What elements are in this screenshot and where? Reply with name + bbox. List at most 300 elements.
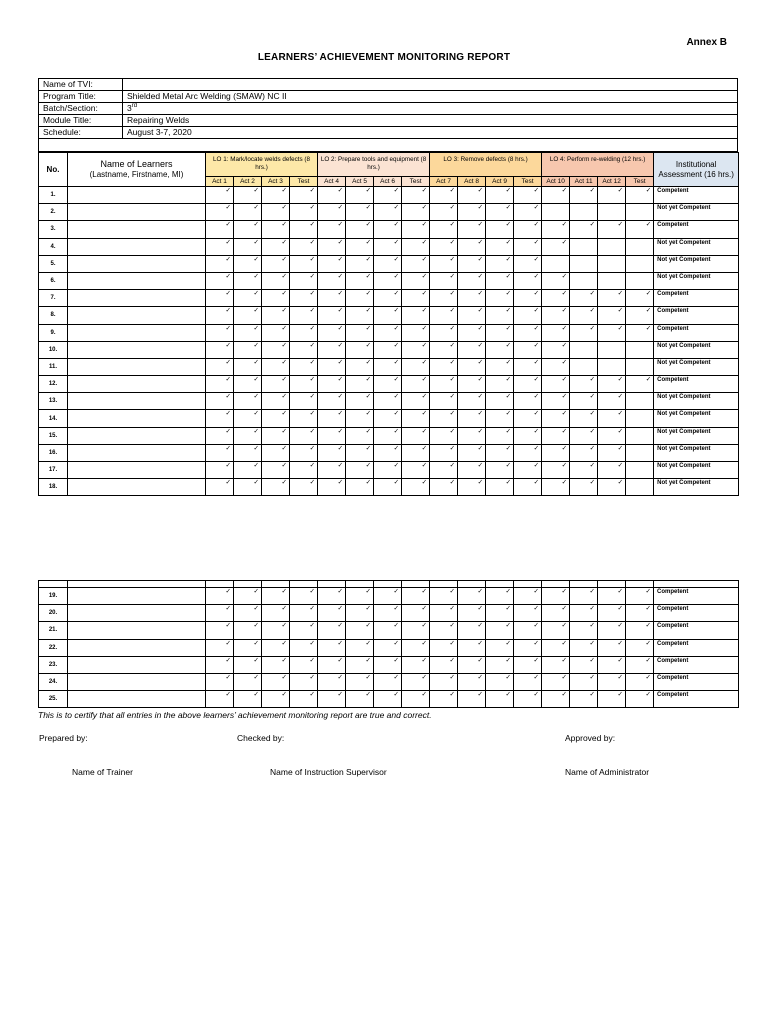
activity-check-cell[interactable]: ✓ <box>570 376 598 393</box>
activity-check-cell[interactable]: ✓ <box>374 221 402 238</box>
activity-check-cell[interactable]: ✓ <box>234 307 262 324</box>
activity-check-cell[interactable]: ✓ <box>318 238 346 255</box>
activity-check-cell[interactable] <box>598 272 626 289</box>
activity-check-cell[interactable]: ✓ <box>542 290 570 307</box>
activity-check-cell[interactable]: ✓ <box>318 272 346 289</box>
activity-check-cell[interactable]: ✓ <box>626 605 654 622</box>
learner-name-cell[interactable] <box>68 358 206 375</box>
activity-check-cell[interactable]: ✓ <box>458 187 486 204</box>
activity-check-cell[interactable]: ✓ <box>626 691 654 708</box>
activity-check-cell[interactable]: ✓ <box>262 238 290 255</box>
activity-check-cell[interactable]: ✓ <box>234 187 262 204</box>
activity-check-cell[interactable]: ✓ <box>430 255 458 272</box>
learner-name-cell[interactable] <box>68 444 206 461</box>
activity-check-cell[interactable] <box>598 341 626 358</box>
activity-check-cell[interactable]: ✓ <box>486 238 514 255</box>
activity-check-cell[interactable]: ✓ <box>514 290 542 307</box>
activity-check-cell[interactable]: ✓ <box>290 324 318 341</box>
activity-check-cell[interactable]: ✓ <box>430 410 458 427</box>
activity-check-cell[interactable]: ✓ <box>234 255 262 272</box>
activity-check-cell[interactable]: ✓ <box>262 358 290 375</box>
activity-check-cell[interactable]: ✓ <box>262 324 290 341</box>
activity-check-cell[interactable]: ✓ <box>206 324 234 341</box>
activity-check-cell[interactable]: ✓ <box>234 376 262 393</box>
activity-check-cell[interactable]: ✓ <box>430 324 458 341</box>
activity-check-cell[interactable]: ✓ <box>458 221 486 238</box>
activity-check-cell[interactable]: ✓ <box>514 376 542 393</box>
activity-check-cell[interactable]: ✓ <box>430 204 458 221</box>
activity-check-cell[interactable]: ✓ <box>430 444 458 461</box>
activity-check-cell[interactable]: ✓ <box>458 656 486 673</box>
activity-check-cell[interactable]: ✓ <box>626 639 654 656</box>
activity-check-cell[interactable]: ✓ <box>626 673 654 690</box>
learner-name-cell[interactable] <box>68 238 206 255</box>
activity-check-cell[interactable]: ✓ <box>486 341 514 358</box>
activity-check-cell[interactable]: ✓ <box>402 588 430 605</box>
learner-name-cell[interactable] <box>68 290 206 307</box>
activity-check-cell[interactable]: ✓ <box>570 221 598 238</box>
activity-check-cell[interactable]: ✓ <box>458 444 486 461</box>
activity-check-cell[interactable]: ✓ <box>542 238 570 255</box>
activity-check-cell[interactable]: ✓ <box>402 444 430 461</box>
activity-check-cell[interactable]: ✓ <box>430 588 458 605</box>
activity-check-cell[interactable]: ✓ <box>374 358 402 375</box>
activity-check-cell[interactable]: ✓ <box>346 324 374 341</box>
activity-check-cell[interactable]: ✓ <box>206 307 234 324</box>
activity-check-cell[interactable]: ✓ <box>234 272 262 289</box>
activity-check-cell[interactable]: ✓ <box>430 691 458 708</box>
activity-check-cell[interactable]: ✓ <box>346 187 374 204</box>
activity-check-cell[interactable]: ✓ <box>346 588 374 605</box>
activity-check-cell[interactable]: ✓ <box>514 656 542 673</box>
activity-check-cell[interactable]: ✓ <box>318 341 346 358</box>
activity-check-cell[interactable]: ✓ <box>514 622 542 639</box>
activity-check-cell[interactable]: ✓ <box>346 673 374 690</box>
activity-check-cell[interactable]: ✓ <box>458 324 486 341</box>
activity-check-cell[interactable]: ✓ <box>290 691 318 708</box>
activity-check-cell[interactable] <box>626 444 654 461</box>
activity-check-cell[interactable]: ✓ <box>374 462 402 479</box>
activity-check-cell[interactable]: ✓ <box>458 358 486 375</box>
activity-check-cell[interactable]: ✓ <box>514 691 542 708</box>
learner-name-cell[interactable] <box>68 639 206 656</box>
activity-check-cell[interactable]: ✓ <box>570 324 598 341</box>
activity-check-cell[interactable] <box>626 341 654 358</box>
activity-check-cell[interactable]: ✓ <box>374 656 402 673</box>
activity-check-cell[interactable]: ✓ <box>598 479 626 496</box>
activity-check-cell[interactable]: ✓ <box>290 673 318 690</box>
activity-check-cell[interactable]: ✓ <box>262 605 290 622</box>
activity-check-cell[interactable]: ✓ <box>234 358 262 375</box>
activity-check-cell[interactable]: ✓ <box>570 639 598 656</box>
activity-check-cell[interactable]: ✓ <box>458 238 486 255</box>
activity-check-cell[interactable]: ✓ <box>290 187 318 204</box>
activity-check-cell[interactable]: ✓ <box>598 393 626 410</box>
activity-check-cell[interactable]: ✓ <box>374 393 402 410</box>
activity-check-cell[interactable]: ✓ <box>542 462 570 479</box>
learner-name-cell[interactable] <box>68 410 206 427</box>
activity-check-cell[interactable]: ✓ <box>542 427 570 444</box>
activity-check-cell[interactable]: ✓ <box>290 639 318 656</box>
learner-name-cell[interactable] <box>68 479 206 496</box>
activity-check-cell[interactable]: ✓ <box>234 204 262 221</box>
activity-check-cell[interactable]: ✓ <box>402 393 430 410</box>
activity-check-cell[interactable]: ✓ <box>262 479 290 496</box>
activity-check-cell[interactable]: ✓ <box>206 691 234 708</box>
activity-check-cell[interactable]: ✓ <box>486 204 514 221</box>
learner-name-cell[interactable] <box>68 393 206 410</box>
activity-check-cell[interactable]: ✓ <box>234 238 262 255</box>
activity-check-cell[interactable] <box>598 255 626 272</box>
activity-check-cell[interactable]: ✓ <box>430 479 458 496</box>
activity-check-cell[interactable]: ✓ <box>374 272 402 289</box>
activity-check-cell[interactable]: ✓ <box>402 272 430 289</box>
activity-check-cell[interactable]: ✓ <box>234 605 262 622</box>
activity-check-cell[interactable]: ✓ <box>570 187 598 204</box>
activity-check-cell[interactable]: ✓ <box>206 622 234 639</box>
activity-check-cell[interactable]: ✓ <box>206 444 234 461</box>
activity-check-cell[interactable]: ✓ <box>430 622 458 639</box>
activity-check-cell[interactable]: ✓ <box>234 341 262 358</box>
activity-check-cell[interactable]: ✓ <box>374 588 402 605</box>
activity-check-cell[interactable]: ✓ <box>598 376 626 393</box>
activity-check-cell[interactable]: ✓ <box>486 307 514 324</box>
activity-check-cell[interactable]: ✓ <box>234 221 262 238</box>
activity-check-cell[interactable]: ✓ <box>346 656 374 673</box>
activity-check-cell[interactable] <box>626 238 654 255</box>
activity-check-cell[interactable]: ✓ <box>318 691 346 708</box>
activity-check-cell[interactable]: ✓ <box>262 462 290 479</box>
activity-check-cell[interactable]: ✓ <box>318 479 346 496</box>
activity-check-cell[interactable]: ✓ <box>570 479 598 496</box>
activity-check-cell[interactable]: ✓ <box>486 444 514 461</box>
activity-check-cell[interactable]: ✓ <box>570 691 598 708</box>
activity-check-cell[interactable]: ✓ <box>290 272 318 289</box>
activity-check-cell[interactable]: ✓ <box>374 639 402 656</box>
activity-check-cell[interactable]: ✓ <box>318 376 346 393</box>
activity-check-cell[interactable]: ✓ <box>598 444 626 461</box>
activity-check-cell[interactable]: ✓ <box>346 358 374 375</box>
activity-check-cell[interactable]: ✓ <box>486 393 514 410</box>
activity-check-cell[interactable]: ✓ <box>458 673 486 690</box>
activity-check-cell[interactable]: ✓ <box>374 255 402 272</box>
activity-check-cell[interactable]: ✓ <box>626 588 654 605</box>
activity-check-cell[interactable]: ✓ <box>234 410 262 427</box>
activity-check-cell[interactable]: ✓ <box>262 410 290 427</box>
activity-check-cell[interactable]: ✓ <box>458 410 486 427</box>
activity-check-cell[interactable]: ✓ <box>206 204 234 221</box>
activity-check-cell[interactable]: ✓ <box>514 479 542 496</box>
activity-check-cell[interactable]: ✓ <box>206 588 234 605</box>
activity-check-cell[interactable]: ✓ <box>374 324 402 341</box>
activity-check-cell[interactable]: ✓ <box>318 605 346 622</box>
activity-check-cell[interactable]: ✓ <box>290 427 318 444</box>
activity-check-cell[interactable]: ✓ <box>486 427 514 444</box>
activity-check-cell[interactable]: ✓ <box>430 238 458 255</box>
activity-check-cell[interactable]: ✓ <box>374 204 402 221</box>
activity-check-cell[interactable]: ✓ <box>402 639 430 656</box>
activity-check-cell[interactable]: ✓ <box>402 462 430 479</box>
activity-check-cell[interactable]: ✓ <box>514 187 542 204</box>
activity-check-cell[interactable]: ✓ <box>486 622 514 639</box>
activity-check-cell[interactable]: ✓ <box>430 673 458 690</box>
activity-check-cell[interactable]: ✓ <box>542 393 570 410</box>
activity-check-cell[interactable]: ✓ <box>402 238 430 255</box>
activity-check-cell[interactable]: ✓ <box>402 691 430 708</box>
activity-check-cell[interactable]: ✓ <box>570 410 598 427</box>
activity-check-cell[interactable]: ✓ <box>626 622 654 639</box>
activity-check-cell[interactable]: ✓ <box>346 462 374 479</box>
activity-check-cell[interactable]: ✓ <box>290 622 318 639</box>
activity-check-cell[interactable]: ✓ <box>346 341 374 358</box>
activity-check-cell[interactable]: ✓ <box>318 204 346 221</box>
activity-check-cell[interactable]: ✓ <box>206 427 234 444</box>
activity-check-cell[interactable]: ✓ <box>402 622 430 639</box>
activity-check-cell[interactable]: ✓ <box>430 393 458 410</box>
activity-check-cell[interactable] <box>626 393 654 410</box>
activity-check-cell[interactable]: ✓ <box>486 272 514 289</box>
activity-check-cell[interactable]: ✓ <box>570 444 598 461</box>
activity-check-cell[interactable]: ✓ <box>598 221 626 238</box>
activity-check-cell[interactable]: ✓ <box>542 479 570 496</box>
activity-check-cell[interactable]: ✓ <box>318 444 346 461</box>
activity-check-cell[interactable]: ✓ <box>486 187 514 204</box>
activity-check-cell[interactable]: ✓ <box>262 272 290 289</box>
activity-check-cell[interactable]: ✓ <box>542 656 570 673</box>
activity-check-cell[interactable] <box>570 255 598 272</box>
activity-check-cell[interactable]: ✓ <box>318 622 346 639</box>
activity-check-cell[interactable]: ✓ <box>430 290 458 307</box>
activity-check-cell[interactable]: ✓ <box>374 341 402 358</box>
activity-check-cell[interactable]: ✓ <box>206 290 234 307</box>
activity-check-cell[interactable]: ✓ <box>570 656 598 673</box>
activity-check-cell[interactable]: ✓ <box>206 479 234 496</box>
activity-check-cell[interactable]: ✓ <box>514 221 542 238</box>
activity-check-cell[interactable]: ✓ <box>458 479 486 496</box>
activity-check-cell[interactable]: ✓ <box>262 656 290 673</box>
activity-check-cell[interactable]: ✓ <box>346 238 374 255</box>
activity-check-cell[interactable]: ✓ <box>542 187 570 204</box>
activity-check-cell[interactable]: ✓ <box>626 221 654 238</box>
activity-check-cell[interactable]: ✓ <box>542 605 570 622</box>
activity-check-cell[interactable]: ✓ <box>318 358 346 375</box>
activity-check-cell[interactable]: ✓ <box>542 444 570 461</box>
activity-check-cell[interactable]: ✓ <box>598 307 626 324</box>
activity-check-cell[interactable]: ✓ <box>402 673 430 690</box>
activity-check-cell[interactable]: ✓ <box>290 255 318 272</box>
activity-check-cell[interactable]: ✓ <box>374 290 402 307</box>
learner-name-cell[interactable] <box>68 462 206 479</box>
activity-check-cell[interactable] <box>570 238 598 255</box>
activity-check-cell[interactable]: ✓ <box>430 462 458 479</box>
activity-check-cell[interactable]: ✓ <box>346 221 374 238</box>
activity-check-cell[interactable]: ✓ <box>598 290 626 307</box>
activity-check-cell[interactable]: ✓ <box>486 479 514 496</box>
activity-check-cell[interactable]: ✓ <box>402 255 430 272</box>
activity-check-cell[interactable] <box>626 358 654 375</box>
activity-check-cell[interactable]: ✓ <box>458 341 486 358</box>
activity-check-cell[interactable]: ✓ <box>458 255 486 272</box>
activity-check-cell[interactable] <box>626 427 654 444</box>
activity-check-cell[interactable]: ✓ <box>458 376 486 393</box>
activity-check-cell[interactable]: ✓ <box>234 393 262 410</box>
activity-check-cell[interactable]: ✓ <box>430 639 458 656</box>
activity-check-cell[interactable]: ✓ <box>206 410 234 427</box>
activity-check-cell[interactable]: ✓ <box>346 444 374 461</box>
activity-check-cell[interactable]: ✓ <box>514 307 542 324</box>
activity-check-cell[interactable]: ✓ <box>514 204 542 221</box>
activity-check-cell[interactable] <box>598 204 626 221</box>
activity-check-cell[interactable]: ✓ <box>598 588 626 605</box>
activity-check-cell[interactable] <box>570 204 598 221</box>
activity-check-cell[interactable]: ✓ <box>402 341 430 358</box>
activity-check-cell[interactable]: ✓ <box>486 410 514 427</box>
learner-name-cell[interactable] <box>68 691 206 708</box>
activity-check-cell[interactable]: ✓ <box>626 290 654 307</box>
activity-check-cell[interactable]: ✓ <box>402 410 430 427</box>
activity-check-cell[interactable]: ✓ <box>402 204 430 221</box>
activity-check-cell[interactable]: ✓ <box>570 393 598 410</box>
activity-check-cell[interactable]: ✓ <box>402 605 430 622</box>
activity-check-cell[interactable]: ✓ <box>402 376 430 393</box>
activity-check-cell[interactable]: ✓ <box>542 691 570 708</box>
activity-check-cell[interactable]: ✓ <box>542 272 570 289</box>
activity-check-cell[interactable]: ✓ <box>346 479 374 496</box>
activity-check-cell[interactable] <box>626 204 654 221</box>
activity-check-cell[interactable]: ✓ <box>262 341 290 358</box>
activity-check-cell[interactable]: ✓ <box>374 427 402 444</box>
activity-check-cell[interactable]: ✓ <box>598 673 626 690</box>
activity-check-cell[interactable]: ✓ <box>542 307 570 324</box>
activity-check-cell[interactable]: ✓ <box>206 255 234 272</box>
activity-check-cell[interactable]: ✓ <box>346 376 374 393</box>
activity-check-cell[interactable] <box>626 479 654 496</box>
activity-check-cell[interactable]: ✓ <box>290 588 318 605</box>
learner-name-cell[interactable] <box>68 673 206 690</box>
activity-check-cell[interactable]: ✓ <box>542 341 570 358</box>
activity-check-cell[interactable] <box>570 358 598 375</box>
activity-check-cell[interactable]: ✓ <box>234 444 262 461</box>
activity-check-cell[interactable]: ✓ <box>486 324 514 341</box>
activity-check-cell[interactable] <box>626 462 654 479</box>
activity-check-cell[interactable]: ✓ <box>318 410 346 427</box>
activity-check-cell[interactable]: ✓ <box>458 605 486 622</box>
learner-name-cell[interactable] <box>68 376 206 393</box>
activity-check-cell[interactable]: ✓ <box>318 255 346 272</box>
activity-check-cell[interactable]: ✓ <box>402 290 430 307</box>
activity-check-cell[interactable]: ✓ <box>458 622 486 639</box>
activity-check-cell[interactable]: ✓ <box>598 605 626 622</box>
activity-check-cell[interactable] <box>570 272 598 289</box>
activity-check-cell[interactable]: ✓ <box>290 290 318 307</box>
activity-check-cell[interactable]: ✓ <box>374 605 402 622</box>
activity-check-cell[interactable]: ✓ <box>542 588 570 605</box>
activity-check-cell[interactable]: ✓ <box>542 622 570 639</box>
activity-check-cell[interactable]: ✓ <box>262 290 290 307</box>
learner-name-cell[interactable] <box>68 341 206 358</box>
activity-check-cell[interactable]: ✓ <box>542 324 570 341</box>
activity-check-cell[interactable]: ✓ <box>570 588 598 605</box>
activity-check-cell[interactable]: ✓ <box>318 290 346 307</box>
activity-check-cell[interactable]: ✓ <box>402 324 430 341</box>
activity-check-cell[interactable]: ✓ <box>374 376 402 393</box>
activity-check-cell[interactable]: ✓ <box>346 639 374 656</box>
activity-check-cell[interactable]: ✓ <box>318 462 346 479</box>
activity-check-cell[interactable]: ✓ <box>402 187 430 204</box>
learner-name-cell[interactable] <box>68 588 206 605</box>
activity-check-cell[interactable]: ✓ <box>346 622 374 639</box>
activity-check-cell[interactable]: ✓ <box>514 673 542 690</box>
activity-check-cell[interactable]: ✓ <box>570 290 598 307</box>
activity-check-cell[interactable]: ✓ <box>514 639 542 656</box>
activity-check-cell[interactable]: ✓ <box>346 204 374 221</box>
activity-check-cell[interactable]: ✓ <box>290 410 318 427</box>
activity-check-cell[interactable]: ✓ <box>318 427 346 444</box>
activity-check-cell[interactable]: ✓ <box>318 187 346 204</box>
activity-check-cell[interactable]: ✓ <box>402 307 430 324</box>
activity-check-cell[interactable]: ✓ <box>206 238 234 255</box>
activity-check-cell[interactable]: ✓ <box>626 376 654 393</box>
activity-check-cell[interactable]: ✓ <box>514 462 542 479</box>
activity-check-cell[interactable]: ✓ <box>626 307 654 324</box>
activity-check-cell[interactable]: ✓ <box>458 427 486 444</box>
learner-name-cell[interactable] <box>68 656 206 673</box>
activity-check-cell[interactable]: ✓ <box>570 605 598 622</box>
activity-check-cell[interactable]: ✓ <box>290 238 318 255</box>
activity-check-cell[interactable]: ✓ <box>458 393 486 410</box>
activity-check-cell[interactable] <box>542 255 570 272</box>
activity-check-cell[interactable]: ✓ <box>374 444 402 461</box>
activity-check-cell[interactable]: ✓ <box>206 221 234 238</box>
activity-check-cell[interactable]: ✓ <box>514 427 542 444</box>
activity-check-cell[interactable] <box>542 204 570 221</box>
activity-check-cell[interactable]: ✓ <box>598 324 626 341</box>
activity-check-cell[interactable]: ✓ <box>318 393 346 410</box>
activity-check-cell[interactable] <box>626 255 654 272</box>
activity-check-cell[interactable]: ✓ <box>346 427 374 444</box>
activity-check-cell[interactable]: ✓ <box>486 376 514 393</box>
activity-check-cell[interactable]: ✓ <box>626 656 654 673</box>
activity-check-cell[interactable]: ✓ <box>402 427 430 444</box>
activity-check-cell[interactable]: ✓ <box>206 358 234 375</box>
activity-check-cell[interactable]: ✓ <box>430 187 458 204</box>
activity-check-cell[interactable]: ✓ <box>206 462 234 479</box>
activity-check-cell[interactable]: ✓ <box>234 290 262 307</box>
activity-check-cell[interactable]: ✓ <box>486 462 514 479</box>
activity-check-cell[interactable]: ✓ <box>486 255 514 272</box>
activity-check-cell[interactable]: ✓ <box>318 324 346 341</box>
activity-check-cell[interactable]: ✓ <box>598 622 626 639</box>
activity-check-cell[interactable]: ✓ <box>486 639 514 656</box>
activity-check-cell[interactable]: ✓ <box>514 358 542 375</box>
learner-name-cell[interactable] <box>68 324 206 341</box>
activity-check-cell[interactable]: ✓ <box>598 462 626 479</box>
activity-check-cell[interactable]: ✓ <box>290 341 318 358</box>
activity-check-cell[interactable]: ✓ <box>290 307 318 324</box>
activity-check-cell[interactable]: ✓ <box>234 462 262 479</box>
activity-check-cell[interactable] <box>626 272 654 289</box>
activity-check-cell[interactable]: ✓ <box>318 639 346 656</box>
activity-check-cell[interactable]: ✓ <box>206 341 234 358</box>
activity-check-cell[interactable]: ✓ <box>234 588 262 605</box>
activity-check-cell[interactable]: ✓ <box>374 238 402 255</box>
activity-check-cell[interactable]: ✓ <box>514 272 542 289</box>
activity-check-cell[interactable]: ✓ <box>458 691 486 708</box>
activity-check-cell[interactable]: ✓ <box>430 221 458 238</box>
activity-check-cell[interactable]: ✓ <box>346 691 374 708</box>
learner-name-cell[interactable] <box>68 204 206 221</box>
activity-check-cell[interactable]: ✓ <box>234 324 262 341</box>
